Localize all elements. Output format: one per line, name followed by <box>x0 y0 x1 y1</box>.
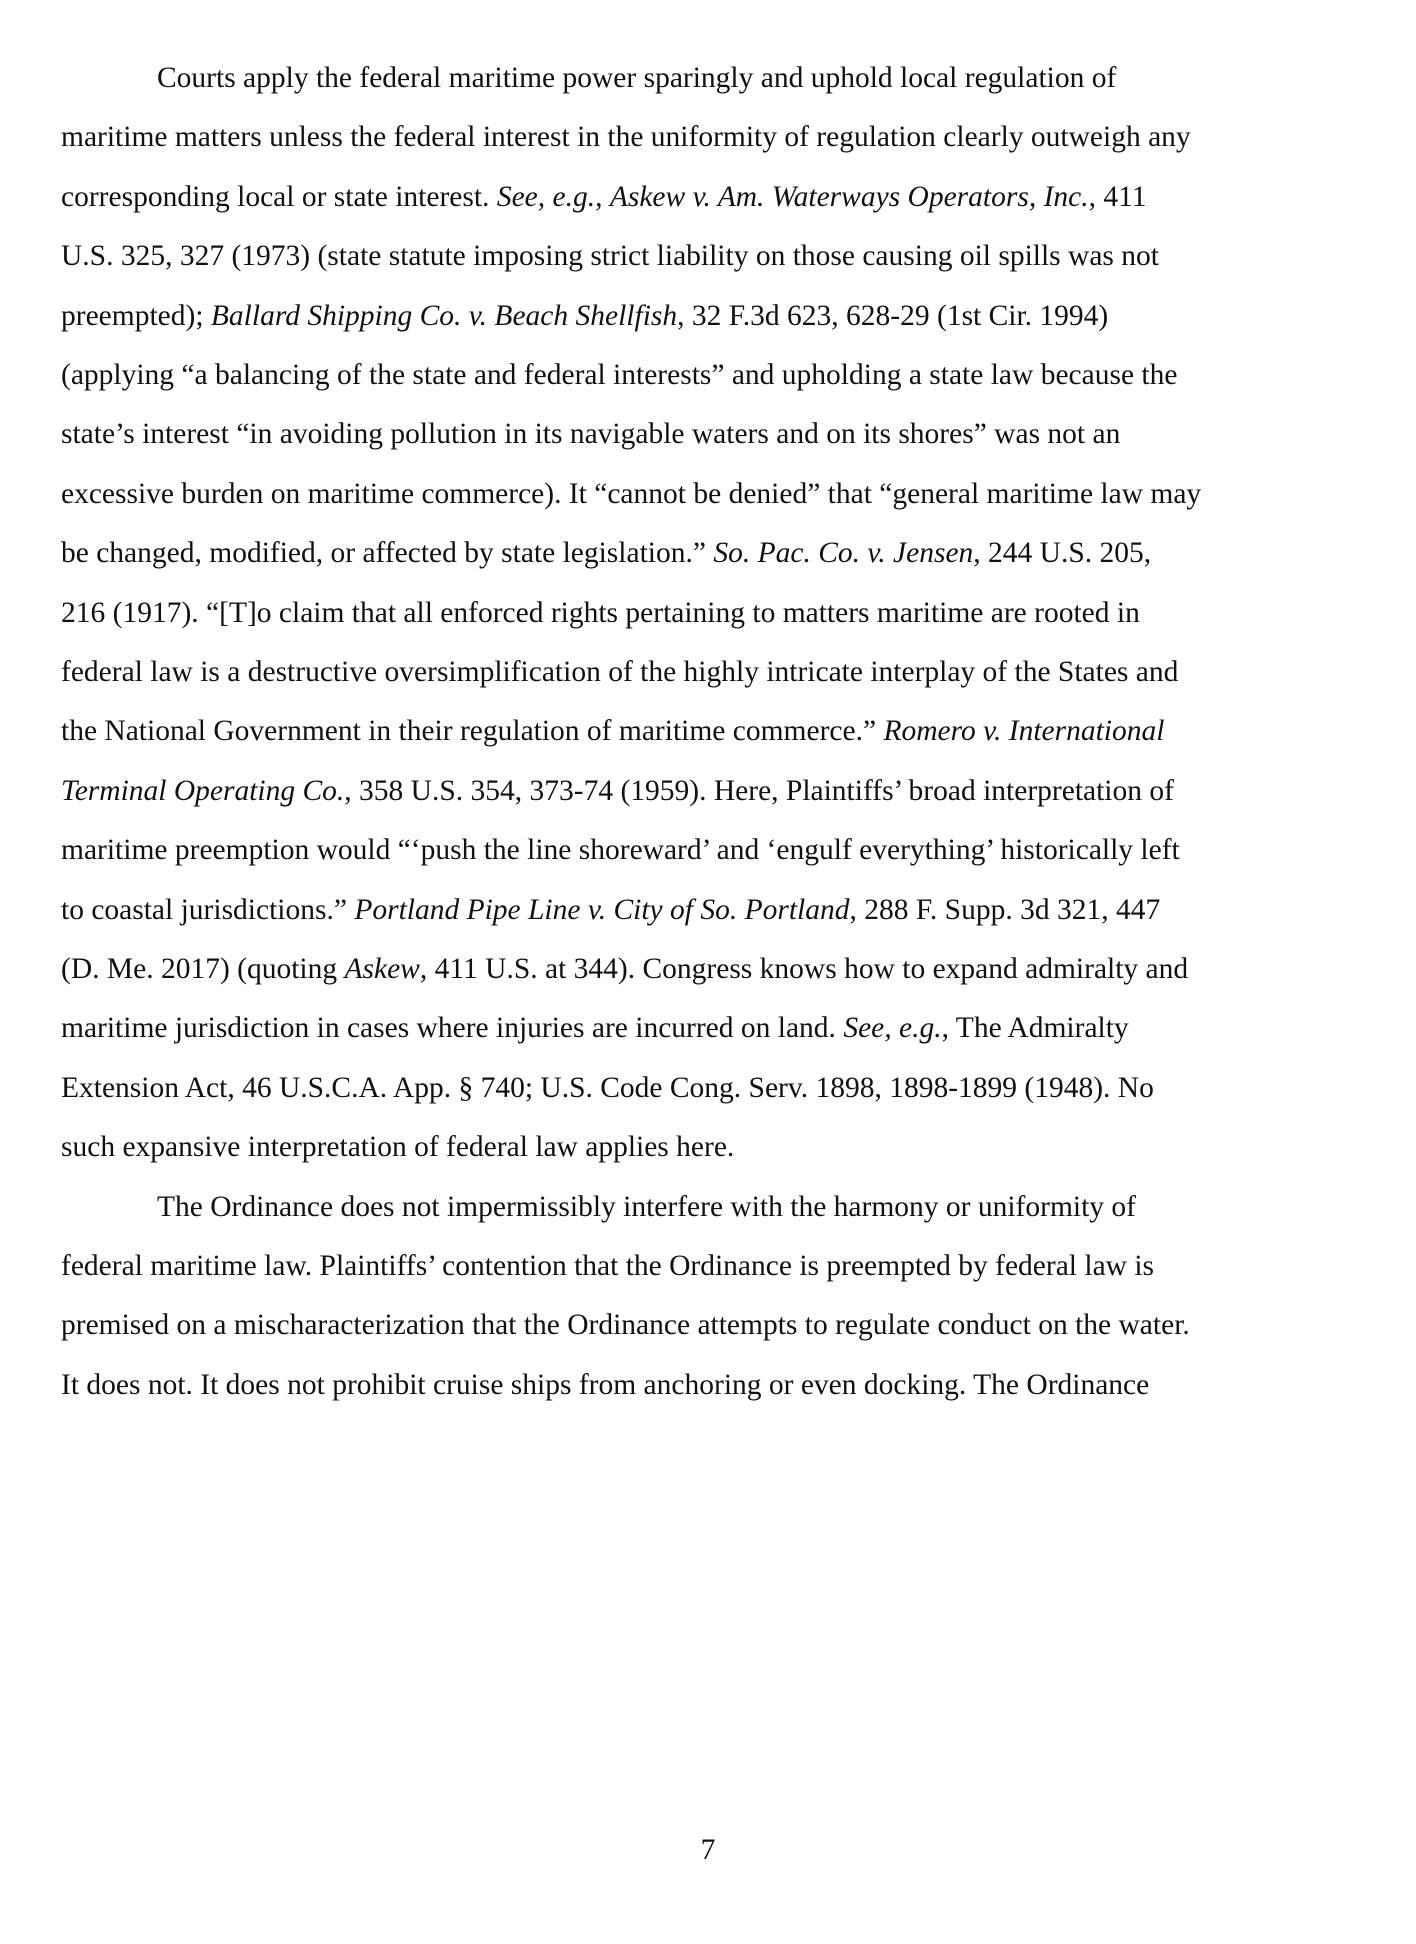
text-line <box>61 1307 1341 1343</box>
text-line <box>61 416 1341 452</box>
text-run: the National Government in their regulation of maritime commerce.” <box>61 715 884 748</box>
text-line <box>61 654 1341 690</box>
text-run: excessive burden on maritime commerce). It “cannot be denied” that “general maritime law may <box>61 477 1202 510</box>
text-line <box>61 832 1341 868</box>
text-line <box>61 951 1341 987</box>
citation-italic: Askew <box>344 953 420 985</box>
text-run: such expansive interpretation of federal law applies here. <box>61 1131 735 1164</box>
text-line <box>61 1129 1341 1165</box>
text-line <box>61 1010 1341 1046</box>
text-line <box>61 179 1341 215</box>
citation-italic: See, e.g. <box>843 1012 942 1045</box>
text-run: (applying “a balancing of the state and federal interests” and upholding a state law because the <box>61 359 1178 391</box>
text-run: maritime jurisdiction in cases where injuries are incurred on land. <box>61 1012 844 1045</box>
text-run: preempted); <box>61 299 211 332</box>
citation-italic: Ballard Shipping Co. v. Beach Shellfish <box>210 299 678 332</box>
text-run: , 288 F. Supp. 3d 321, 447 <box>849 893 1161 926</box>
text-run: to coastal jurisdictions.” <box>61 893 355 926</box>
text-run: , 32 F.3d 623, 628-29 (1st Cir. 1994) <box>677 299 1109 332</box>
text-run: U.S. 325, 327 (1973) (state statute imposing strict liability on those causing oil spills was not <box>61 240 1159 273</box>
text-line <box>61 892 1341 928</box>
text-run: maritime matters unless the federal interest in the uniformity of regulation clearly outweigh any <box>61 121 1191 154</box>
citation-italic: Terminal Operating Co. <box>61 774 345 807</box>
citation-italic: Askew v. Am. Waterways Operators, Inc. <box>609 180 1089 213</box>
text-line <box>61 119 1341 155</box>
paragraph-first-line <box>157 60 1416 96</box>
text-run: federal law is a destructive oversimplification of the highly intricate interplay of the States and <box>61 656 1179 688</box>
text-run: , <box>595 180 610 213</box>
text-line <box>61 357 1341 393</box>
text-line <box>61 773 1341 809</box>
text-line <box>61 476 1341 512</box>
text-run: It does not. It does not prohibit cruise ships from anchoring or even docking. The Ordinance <box>61 1368 1150 1401</box>
text-run: Extension Act, 46 U.S.C.A. App. § 740; U.S. Code Cong. Serv. 1898, 1898-1899 (1948). No <box>61 1071 1154 1104</box>
text-line <box>61 535 1341 571</box>
page-number: 7 <box>700 1834 716 1866</box>
citation-italic: Portland Pipe Line v. City of So. Portland <box>354 893 850 926</box>
text-line <box>61 1248 1341 1284</box>
text-run: , 411 U.S. at 344). Congress knows how to expand admiralty and <box>419 953 1189 985</box>
text-run: 216 (1917). “[T]o claim that all enforced rights pertaining to matters maritime are rooted in <box>61 596 1140 629</box>
text-run: The Ordinance does not impermissibly interfere with the harmony or uniformity of <box>157 1190 1136 1223</box>
text-run: , The Admiralty <box>941 1012 1129 1045</box>
text-run: federal maritime law. Plaintiffs’ contention that the Ordinance is preempted by federal law is <box>61 1250 1155 1282</box>
citation-italic: See, e.g. <box>496 180 596 213</box>
text-run: premised on a mischaracterization that the Ordinance attempts to regulate conduct on the water. <box>61 1309 1190 1342</box>
text-run: maritime preemption would “‘push the line shoreward’ and ‘engulf everything’ historically left <box>61 834 1180 867</box>
text-run: corresponding local or state interest. <box>61 180 497 213</box>
text-line <box>61 238 1341 274</box>
text-run: state’s interest “in avoiding pollution in its navigable waters and on its shores” was not an <box>61 418 1121 451</box>
citation-italic: So. Pac. Co. v. Jensen <box>713 537 974 570</box>
citation-italic: Romero v. International <box>883 715 1165 748</box>
text-run: , 411 <box>1088 180 1147 213</box>
paragraph-first-line <box>157 1189 1416 1225</box>
text-line <box>61 595 1341 631</box>
text-line <box>61 1367 1341 1403</box>
text-run: , 244 U.S. 205, <box>973 537 1152 570</box>
text-line <box>61 298 1341 334</box>
text-run: (D. Me. 2017) (quoting <box>61 953 345 985</box>
text-run: be changed, modified, or affected by state legislation.” <box>61 537 714 570</box>
text-line <box>61 1070 1341 1106</box>
text-run: Courts apply the federal maritime power sparingly and uphold local regulation of <box>157 62 1117 94</box>
text-line <box>61 713 1341 749</box>
text-run: , 358 U.S. 354, 373-74 (1959). Here, Plaintiffs’ broad interpretation of <box>344 774 1174 807</box>
